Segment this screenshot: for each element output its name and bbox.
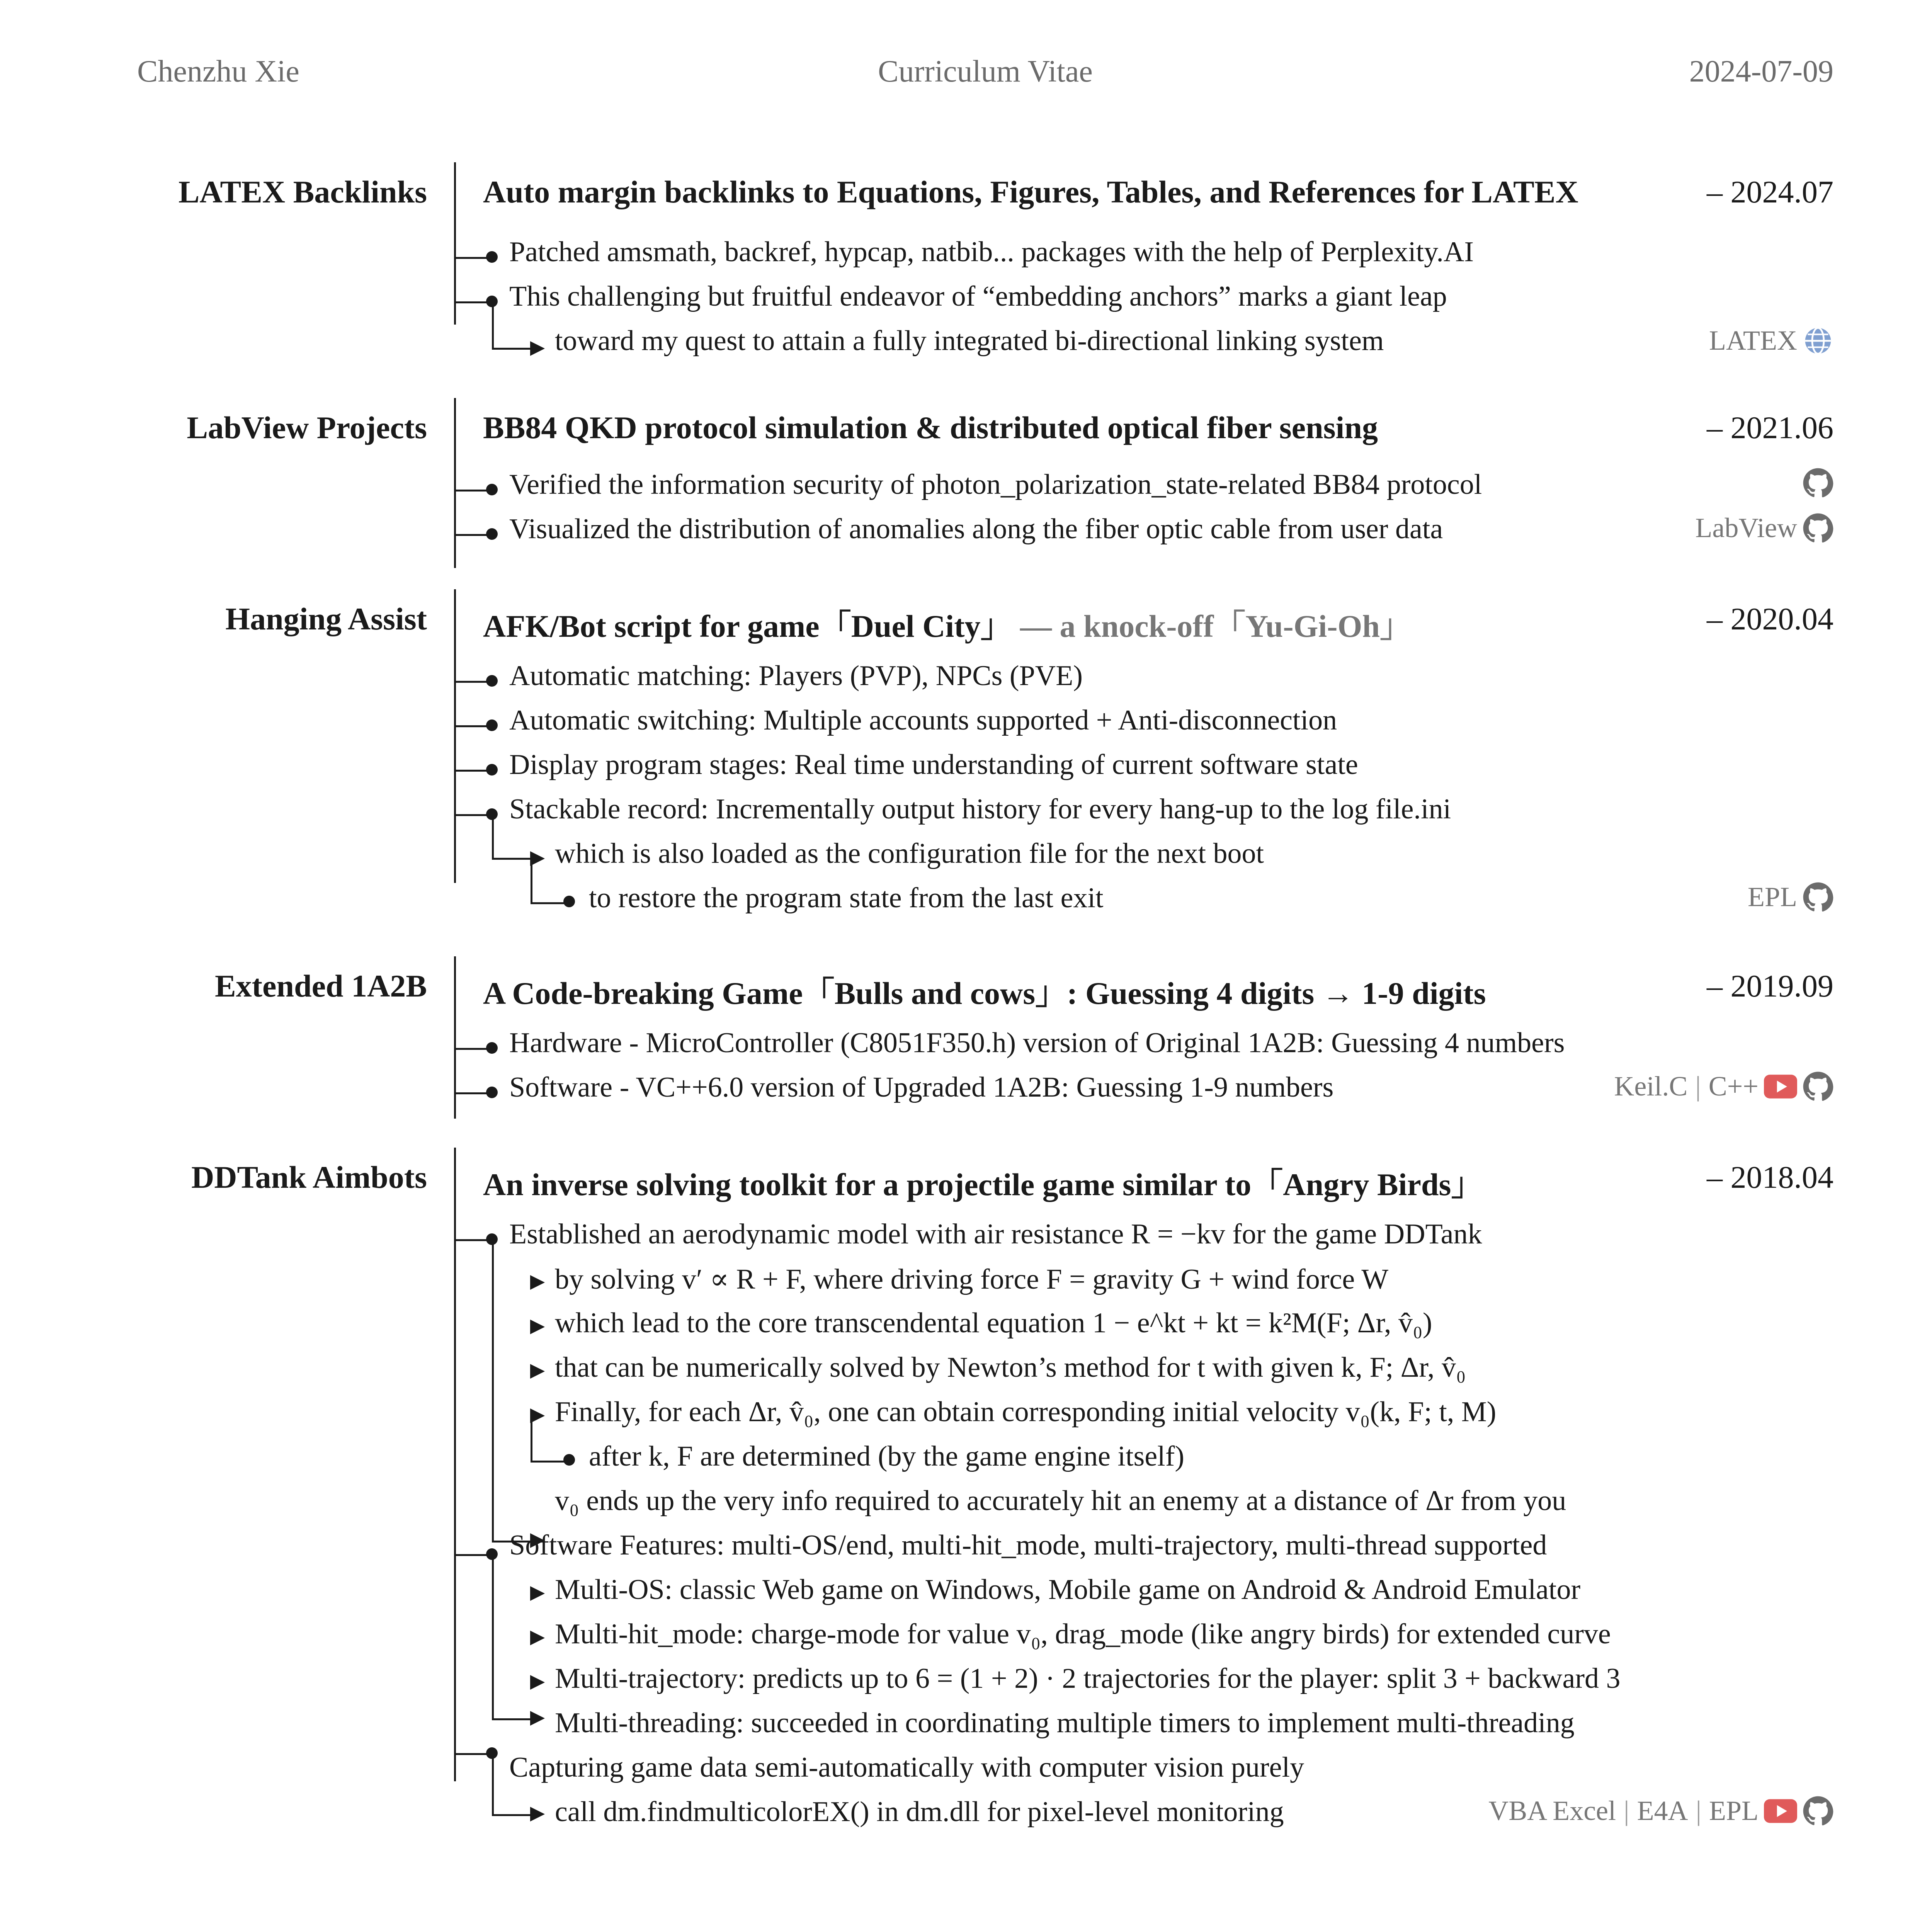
tree-connector — [492, 1758, 536, 1816]
tech-tags — [1614, 1070, 1833, 1102]
section-date: – 2019.09 — [1707, 968, 1833, 1003]
list-item: Multi-threading: succeeded in coordinating multiple timers to implement multi-threading — [555, 1707, 1575, 1739]
bullet-dot — [486, 675, 498, 687]
tech-tags — [1695, 512, 1833, 544]
tech-tag: LabView — [1695, 512, 1797, 543]
tech-tag: E4A — [1637, 1795, 1688, 1826]
list-item: Multi-trajectory: predicts up to 6 = (1 + 2) · 2 trajectories for the player: split 3 + backward 3 — [555, 1663, 1621, 1694]
bullet-dot — [486, 1747, 498, 1759]
header-title: Curriculum Vitae — [878, 54, 1093, 88]
list-item: Capturing game data semi-automatically with computer vision purely — [509, 1752, 1304, 1783]
github-icon[interactable] — [1803, 468, 1833, 498]
tech-tags — [1488, 1795, 1833, 1827]
section-title: Auto margin backlinks to Equations, Figures, Tables, and References for LATEX — [483, 174, 1578, 209]
tech-tag: Keil.C — [1614, 1071, 1688, 1102]
section-title: BB84 QKD protocol simulation & distributed optical fiber sensing — [483, 410, 1378, 445]
youtube-icon[interactable] — [1764, 1799, 1797, 1823]
list-item: Stackable record: Incrementally output history for every hang-up to the log file.ini — [509, 793, 1451, 825]
tag-separator: | — [1624, 1795, 1629, 1826]
list-item: Finally, for each Δr, v̂₀, one can obtain corresponding initial velocity v₀(k, F; t, M) — [555, 1396, 1497, 1428]
tech-tags — [1748, 881, 1833, 913]
tech-tag: EPL — [1709, 1795, 1759, 1826]
tag-separator: | — [1696, 1795, 1701, 1826]
github-icon[interactable] — [1803, 1071, 1833, 1102]
tree-connector — [492, 1559, 536, 1720]
section-label: Hanging Assist — [225, 601, 427, 636]
list-item: v₀ ends up the very info required to accurately hit an enemy at a distance of Δr from you — [555, 1485, 1566, 1517]
tree-connector — [492, 819, 536, 860]
section-date: – 2018.04 — [1707, 1160, 1833, 1195]
tag-separator: | — [1695, 1071, 1701, 1102]
list-item: Visualized the distribution of anomalies along the fiber optic cable from user data — [509, 513, 1443, 545]
bullet-dot — [486, 764, 498, 776]
list-item: Automatic matching: Players (PVP), NPCs (PVE) — [509, 660, 1083, 692]
list-item: Multi-hit_mode: charge-mode for value v₀, drag_mode (like angry birds) for extended curve — [555, 1618, 1611, 1650]
list-item: Hardware - MicroController (C8051F350.h) version of Original 1A2B: Guessing 4 numbers — [509, 1027, 1565, 1059]
section-label: DDTank Aimbots — [191, 1160, 427, 1195]
bullet-dot — [486, 251, 498, 263]
github-icon[interactable] — [1803, 882, 1833, 913]
section-title-main: AFK/Bot script for game「Duel City」 — [483, 609, 1012, 644]
list-item: which is also loaded as the configuration file for the next boot — [555, 838, 1264, 869]
section-title: An inverse solving toolkit for a projectile game similar to「Angry Birds」 — [483, 1167, 1483, 1202]
section-rule — [454, 1148, 456, 1781]
bullet-dot — [486, 1042, 498, 1054]
bullet-dot — [486, 528, 498, 540]
section-date: – 2020.04 — [1707, 601, 1833, 636]
section-date: – 2021.06 — [1707, 410, 1833, 445]
globe-icon[interactable] — [1803, 325, 1833, 356]
arrow-head — [530, 1675, 545, 1690]
tree-connector — [492, 1244, 536, 1543]
arrow-head — [530, 1711, 545, 1726]
list-item: which lead to the core transcendental equation 1 − e^kt + kt = k²M(F; Δr, v̂₀) — [555, 1307, 1432, 1339]
list-item: after k, F are determined (by the game engine itself) — [589, 1440, 1185, 1472]
arrow-head — [530, 341, 545, 356]
arrow-head — [530, 1408, 545, 1423]
list-item: Display program stages: Real time understanding of current software state — [509, 749, 1358, 781]
bullet-dot — [563, 896, 575, 907]
bullet-dot — [486, 1087, 498, 1098]
list-item: Verified the information security of photon_polarization_state-related BB84 protocol — [509, 469, 1482, 500]
section-date: – 2024.07 — [1707, 174, 1833, 209]
list-item: Patched amsmath, backref, hypcap, natbib... packages with the help of Perplexity.AI — [509, 236, 1474, 268]
list-item: Software - VC++6.0 version of Upgraded 1A2B: Guessing 1-9 numbers — [509, 1071, 1334, 1103]
header-date: 2024-07-09 — [1689, 54, 1833, 88]
list-item: This challenging but fruitful endeavor of “embedding anchors” marks a giant leap — [509, 281, 1447, 312]
arrow-head — [530, 1631, 545, 1645]
tech-tags — [1709, 325, 1833, 357]
section-rule — [454, 589, 456, 883]
section-title: A Code-breaking Game「Bulls and cows」: Guessing 4 digits → 1-9 digits — [483, 976, 1486, 1011]
list-item: to restore the program state from the last exit — [589, 882, 1104, 914]
bullet-dot — [486, 1233, 498, 1245]
arrow-head — [530, 1320, 545, 1334]
bullet-dot — [486, 719, 498, 731]
bullet-dot — [486, 1548, 498, 1560]
list-item: that can be numerically solved by Newton’s method for t with given k, F; Δr, v̂₀ — [555, 1352, 1466, 1383]
tree-connector — [492, 305, 536, 350]
tech-tag: EPL — [1747, 881, 1797, 912]
section-title — [483, 601, 1412, 646]
github-icon[interactable] — [1803, 1796, 1833, 1827]
tech-tags — [1803, 468, 1833, 498]
list-item: toward my quest to attain a fully integrated bi-directional linking system — [555, 325, 1384, 357]
list-item: Software Features: multi-OS/end, multi-hit_mode, multi-trajectory, multi-thread supported — [509, 1529, 1547, 1561]
arrow-head — [530, 1364, 545, 1379]
list-item: Established an aerodynamic model with air resistance R = −kv for the game DDTank — [509, 1218, 1482, 1250]
section-label: LATEX Backlinks — [178, 174, 427, 209]
arrow-head — [530, 1807, 545, 1821]
github-icon[interactable] — [1803, 513, 1833, 544]
section-label: LabView Projects — [187, 410, 427, 445]
list-item: call dm.findmulticolorEX() in dm.dll for pixel-level monitoring — [555, 1796, 1284, 1828]
list-item: by solving v′ ∝ R + F, where driving force F = gravity G + wind force W — [555, 1264, 1389, 1295]
list-item: Multi-OS: classic Web game on Windows, Mobile game on Android & Android Emulator — [555, 1574, 1581, 1605]
list-item: Automatic switching: Multiple accounts supported + Anti-disconnection — [509, 704, 1337, 736]
arrow-head — [530, 1586, 545, 1601]
arrow-head — [530, 1275, 545, 1290]
header-name: Chenzhu Xie — [137, 54, 299, 88]
tech-tag: VBA Excel — [1488, 1795, 1616, 1826]
section-title-sub: — a knock-off「Yu-Gi-Oh」 — [1020, 609, 1412, 644]
youtube-icon[interactable] — [1764, 1074, 1797, 1099]
section-label: Extended 1A2B — [214, 968, 427, 1003]
tech-tag: LATEX — [1709, 325, 1797, 356]
tech-tag: C++ — [1708, 1071, 1759, 1102]
bullet-dot — [486, 484, 498, 495]
bullet-dot — [563, 1454, 575, 1466]
bullet-dot — [486, 808, 498, 820]
